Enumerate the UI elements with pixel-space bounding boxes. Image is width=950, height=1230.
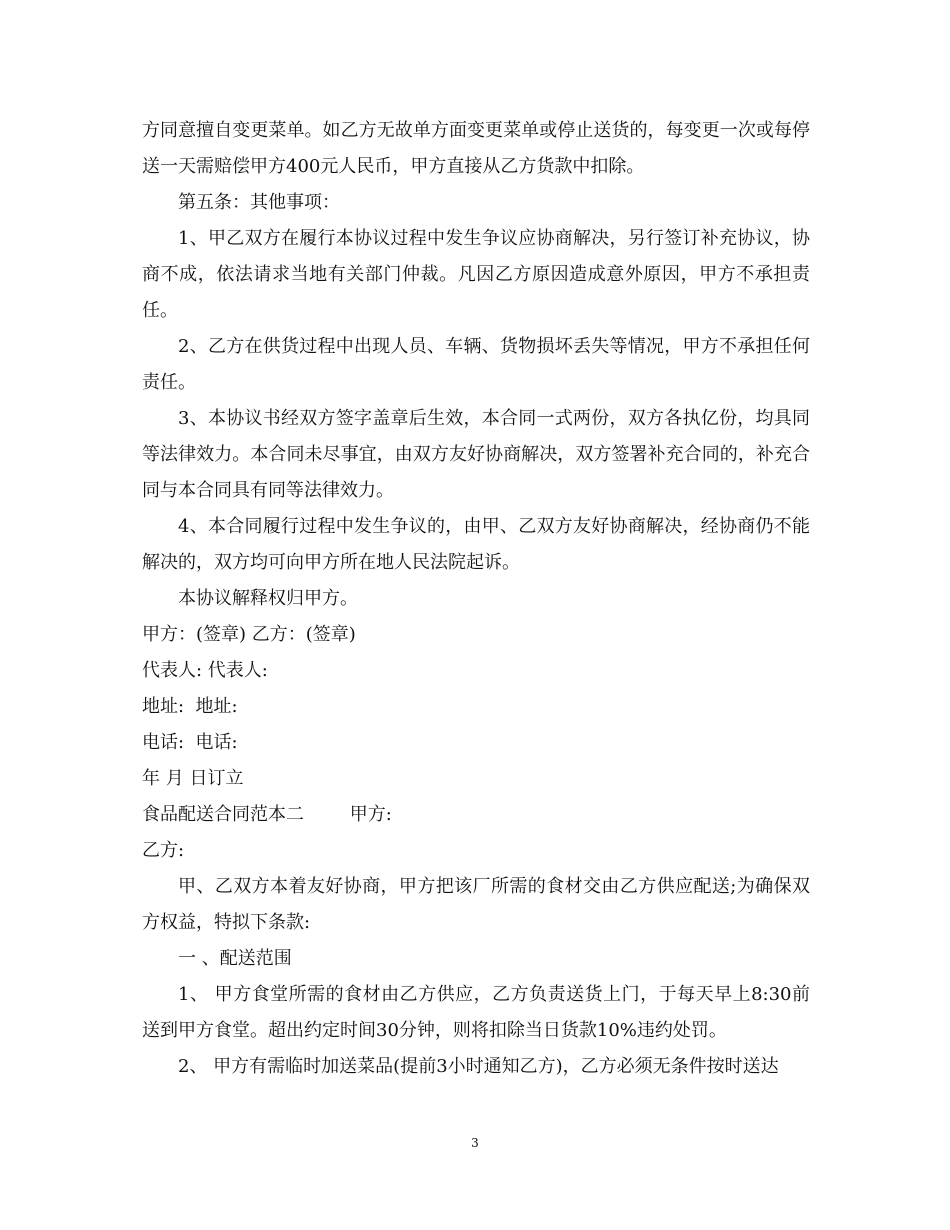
preamble: 甲、乙双方本着友好协商，甲方把该厂所需的食材交由乙方供应配送;为确保双方权益，特拟下条款: — [142, 876, 810, 933]
interpretation-right: 本协议解释权归甲方。 — [178, 588, 358, 609]
signature-addresses: 地址: 地址: — [142, 696, 238, 717]
clause-3-effectiveness: 3、本协议书经双方签字盖章后生效，本合同一式两份，双方各执亿份，均具同等法律效力。本合同未尽事宜，由双方友好协商解决，双方签署补充合同的，补充合同与本合同具有同等法律效力。 — [142, 408, 810, 501]
article-five-heading: 第五条：其他事项： — [178, 192, 340, 213]
signature-representatives: 代表人: 代表人: — [142, 660, 268, 681]
signature-parties: 甲方：(签章) 乙方：(签章) — [142, 624, 356, 645]
clause-2-supply-loss: 2、乙方在供货过程中出现人员、车辆、货物损坏丢失等情况，甲方不承担任何责任。 — [142, 336, 810, 393]
section-delivery-scope-heading: 一 、配送范围 — [178, 948, 292, 969]
page-number: 3 — [471, 1136, 479, 1150]
clause-1-dispute-negotiation: 1、甲乙双方在履行本协议过程中发生争议应协商解决，另行签订补充协议，协商不成，依法请求当地有关部门仲裁。凡因乙方原因造成意外原因，甲方不承担责任。 — [142, 228, 810, 321]
party-b-line: 乙方: — [142, 840, 185, 861]
paragraph-menu-change-penalty: 方同意擅自变更菜单。如乙方无故单方面变更菜单或停止送货的，每变更一次或每停送一天需赔偿甲方400元人民币，甲方直接从乙方货款中扣除。 — [142, 120, 810, 177]
signature-phones: 电话: 电话: — [142, 732, 238, 753]
template-two-title: 食品配送合同范本二 甲方: — [142, 804, 392, 825]
delivery-clause-1: 1、 甲方食堂所需的食材由乙方供应，乙方负责送货上门，于每天早上8:30前送到甲方食堂。超出约定时间30分钟，则将扣除当日货款10%违约处罚。 — [142, 984, 810, 1041]
document-body — [142, 113, 810, 1085]
signature-date: 年 月 日订立 — [142, 768, 244, 789]
clause-4-litigation: 4、本合同履行过程中发生争议的，由甲、乙双方友好协商解决，经协商仍不能解决的，双方均可向甲方所在地人民法院起诉。 — [142, 516, 810, 573]
delivery-clause-2: 2、 甲方有需临时加送菜品(提前3小时通知乙方)，乙方必须无条件按时送达 — [178, 1056, 779, 1077]
